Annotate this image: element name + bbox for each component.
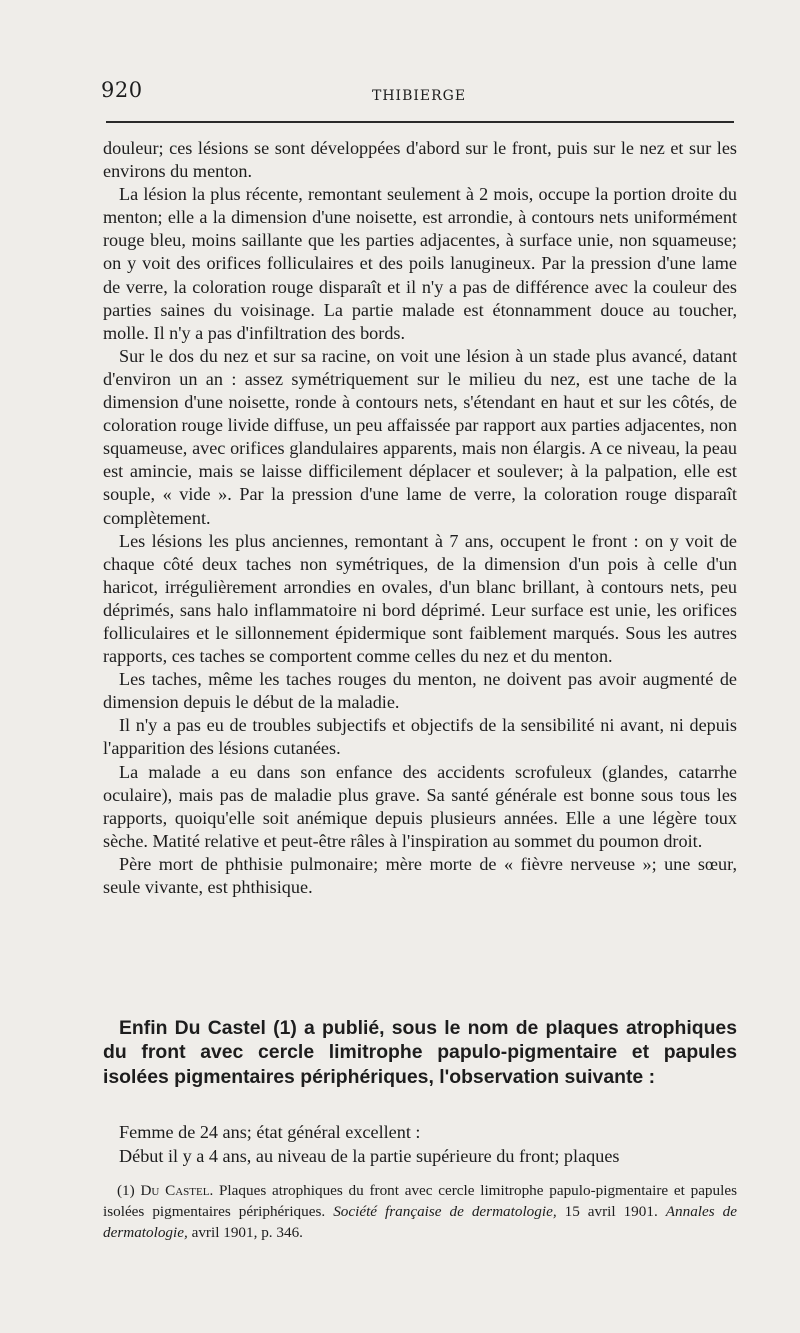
observation-paragraph-2: Début il y a 4 ans, au niveau de la partie supérieure du front; plaques	[119, 1145, 620, 1166]
footnote-date-2: avril 1901, p. 346.	[191, 1224, 303, 1241]
footnote-author: Du Castel.	[140, 1182, 214, 1199]
paragraph-5: Les taches, même les taches rouges du menton, ne doivent pas avoir augmenté de dimension depuis le début de la maladie.	[103, 669, 737, 713]
body-text	[103, 137, 737, 899]
paragraph-1: douleur; ces lésions se sont développées d'abord sur le front, puis sur le nez et sur les environs du menton.	[103, 138, 737, 182]
footnote-date-1: 15 avril 1901.	[564, 1203, 658, 1220]
footnote-title: Plaques atrophiques du front avec cercle limitrophe papulo-pigmentaire et papules isolées pigmentaires périphériques.	[103, 1182, 737, 1220]
paragraph-2: La lésion la plus récente, remontant seulement à 2 mois, occupe la portion droite du menton; elle a la dimension d'une noisette, est arrondie, à contours nets uniformément rouge bleu, moins saillante que les parties adjacentes, à surface unie, non squameuse; on y voit des orifices folliculaires et des poils lanugineux. Par la pression d'une lame de verre, la coloration rouge disparaît et il n'y a pas de différence avec la couleur des parties saines du voisinage. La partie malade est étonnamment douce au toucher, molle. Il n'y a pas d'infiltration des bords.	[103, 184, 737, 343]
paragraph-7: La malade a eu dans son enfance des accidents scrofuleux (glandes, catarrhe oculaire), mais pas de maladie plus grave. Sa santé générale est bonne sous tous les rapports, quoiqu'elle soit anémique depuis plusieurs années. Elle a une légère toux sèche. Matité relative et peut-être râles à l'inspiration au sommet du poumon droit.	[103, 761, 737, 851]
footnote	[103, 1180, 737, 1243]
page-number: 920	[101, 78, 143, 102]
footnote-marker: (1)	[117, 1182, 135, 1199]
paragraph-4: Les lésions les plus anciennes, remontant à 7 ans, occupent le front : on y voit de chaque côté deux taches non symétriques, de la dimension d'un pois à celle d'un haricot, irrégulièrement arrondies en ovales, d'un blanc brillant, à contours nets, peu déprimés, sans halo inflammatoire ni bord déprimé. Leur surface est unie, les orifices folliculaires et le sillonnement épidermique sont faiblement marqués. Sous les autres rapports, ces taches se comportent comme celles du nez et du menton.	[103, 530, 737, 667]
section-heading: Enfin Du Castel (1) a publié, sous le nom de plaques atrophiques du front avec cercle limitrophe papulo-pigmentaire et papules isolées pigmentaires périphériques, l'observation suivante :	[103, 1017, 737, 1088]
running-title: THIBIERGE	[372, 88, 467, 104]
observation-text	[103, 1121, 737, 1168]
footnote-journal-2: Annales de dermatologie,	[103, 1203, 737, 1241]
header-rule	[106, 121, 734, 123]
paragraph-8: Père mort de phthisie pulmonaire; mère morte de « fièvre nerveuse »; une sœur, seule vivante, est phthisique.	[103, 853, 737, 897]
observation-paragraph-1: Femme de 24 ans; état général excellent :	[119, 1122, 421, 1142]
paragraph-6: Il n'y a pas eu de troubles subjectifs et objectifs de la sensibilité ni avant, ni depuis l'apparition des lésions cutanées.	[103, 715, 737, 759]
footnote-journal-1: Société française de dermatologie,	[333, 1203, 557, 1220]
paragraph-3: Sur le dos du nez et sur sa racine, on voit une lésion à un stade plus avancé, datant d'environ un an : assez symétriquement sur le milieu du nez, est une tache de la dimension d'une noisette, ronde à contours nets, s'étendant en haut et sur les côtés, de coloration rouge livide diffuse, un peu affaissée par rapport aux parties adjacentes, non squameuse, avec orifices glandulaires apparents, mais non élargis. A ce niveau, la peau est amincie, mais se laisse difficilement déplacer et soulever; à la palpation, elle est souple, « vide ». Par la pression d'une lame de verre, la coloration rouge disparaît complètement.	[103, 345, 737, 528]
